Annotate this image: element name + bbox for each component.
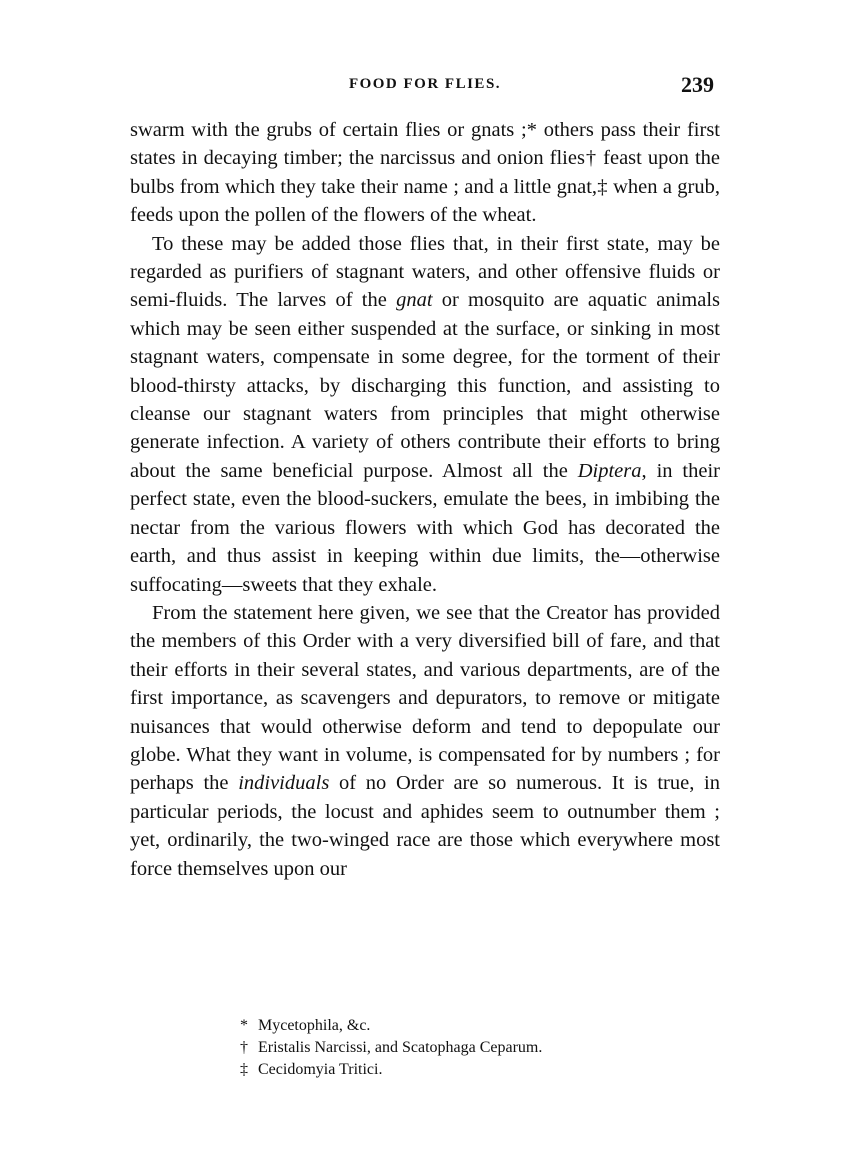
footnote-3 xyxy=(240,1059,720,1081)
footnote-2 xyxy=(240,1037,720,1059)
footnote-mark: ‡ xyxy=(240,1061,248,1078)
footnote-text: Mycetophila, &c. xyxy=(258,1017,371,1034)
footnote-text: Cecidomyia Tritici. xyxy=(258,1061,383,1078)
paragraph-1: swarm with the grubs of certain flies or gnats ;* others pass their first states in decaying timber; the narcissus and onion flies† feast upon the bulbs from which they take their name ; and a little gnat,‡ when a grub, feeds upon the pollen of the flowers of the wheat. xyxy=(130,119,720,227)
footnotes xyxy=(240,1015,720,1081)
footnote-mark: † xyxy=(240,1039,248,1056)
body-text xyxy=(130,116,720,883)
footnote-mark: * xyxy=(240,1017,248,1034)
paragraph-2: To these may be added those flies that, in their first state, may be regarded as purifiers of stagnant waters, and other offensive fluids or semi-fluids. The larves of the gnat or mosquito are aquatic animals which may be seen either suspended at the surface, or sinking in most stagnant waters, compensate in some degree, for the torment of their blood-thirsty attacks, by discharging this function, and assisting to cleanse our stagnant waters from principles that might otherwise generate infection. A variety of others contribute their efforts to bring about the same beneficial purpose. Almost all the Diptera, in their perfect state, even the blood-suckers, emulate the bees, in imbibing the nectar from the various flowers with which God has decorated the earth, and thus assist in keeping within due limits, the—otherwise suffocating—sweets that they exhale. xyxy=(130,232,721,596)
page-header xyxy=(130,72,720,102)
running-head: FOOD FOR FLIES. xyxy=(348,76,502,92)
footnote-1 xyxy=(240,1015,720,1037)
footnote-text: Eristalis Narcissi, and Scatophaga Ceparum. xyxy=(258,1039,543,1056)
paragraph-3: From the statement here given, we see that the Creator has provided the members of this Order with a very diversified bill of fare, and that their efforts in their several states, and various departments, are of the first importance, as scavengers and depurators, to remove or mitigate nuisances that would otherwise deform and tend to depopulate our globe. What they want in volume, is compensated for by numbers ; for perhaps the individuals of no Order are so numerous. It is true, in particular periods, the locust and aphides seem to outnumber them ; yet, ordinarily, the two-winged race are those which everywhere most force themselves upon our xyxy=(130,601,720,880)
page-number: 239 xyxy=(681,72,714,97)
